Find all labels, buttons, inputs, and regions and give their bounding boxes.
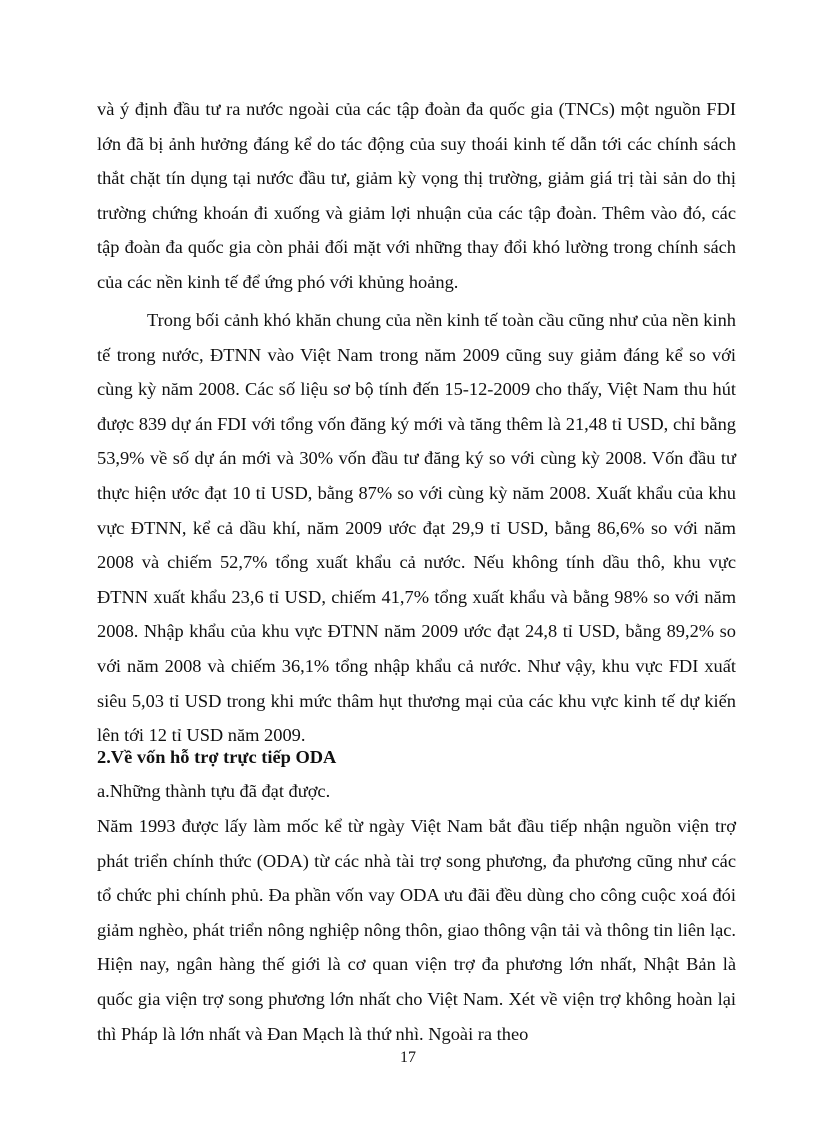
paragraph-oda-1993: Năm 1993 được lấy làm mốc kể từ ngày Việt Nam bắt đầu tiếp nhận nguồn viện trợ phát triển chính thức (ODA) từ các nhà tài trợ song phương, đa phương cũng như các tổ chức phi chính phủ. Đa phần vốn vay ODA ưu đãi đều dùng cho công cuộc xoá đói giảm nghèo, phát triển nông nghiệp nông thôn, giao thông vận tải và thông tin liên lạc. Hiện nay, ngân hàng thế giới là cơ quan viện trợ đa phương lớn nhất, Nhật Bản là quốc gia viện trợ song phương lớn nhất cho Việt Nam. Xét về viện trợ không hoàn lại thì Pháp là lớn nhất và Đan Mạch là thứ nhì. Ngoài ra theo (97, 816, 736, 1044)
subsection-heading-achievements: a.Những thành tựu đã đạt được. (97, 781, 331, 801)
paragraph-fdi-vietnam-2009: Trong bối cảnh khó khăn chung của nền kinh tế toàn cầu cũng như của nền kinh tế trong nước, ĐTNN vào Việt Nam trong năm 2009 cũng suy giảm đáng kể so với cùng kỳ năm 2008. Các số liệu sơ bộ tính đến 15-12-2009 cho thấy, Việt Nam thu hút được 839 dự án FDI với tổng vốn đăng ký mới và tăng thêm là 21,48 tỉ USD, chỉ bằng 53,9% về số dự án mới và 30% vốn đầu tư đăng ký so với cùng kỳ 2008. Vốn đầu tư thực hiện ước đạt 10 tỉ USD, bằng 87% so với cùng kỳ năm 2008. Xuất khẩu của khu vực ĐTNN, kể cả dầu khí, năm 2009 ước đạt 29,9 tỉ USD, bằng 86,6% so với năm 2008 và chiếm 52,7% tổng xuất khẩu cả nước. Nếu không tính dầu thô, khu vực ĐTNN xuất khẩu 23,6 tỉ USD, chiếm 41,7% tổng xuất khẩu và bằng 98% so với năm 2008. Nhập khẩu của khu vực ĐTNN năm 2009 ước đạt 24,8 tỉ USD, bằng 89,2% so với năm 2008 và chiếm 36,1% tổng nhập khẩu cả nước. Như vậy, khu vực FDI xuất siêu 5,03 tỉ USD trong khi mức thâm hụt thương mại của các khu vực kinh tế dự kiến lên tới 12 tỉ USD năm 2009. (97, 310, 736, 746)
paragraph-fdi-tncs: và ý định đầu tư ra nước ngoài của các tập đoàn đa quốc gia (TNCs) một nguồn FDI lớn đã bị ảnh hưởng đáng kể do tác động của suy thoái kinh tế dẫn tới các chính sách thắt chặt tín dụng tại nước đầu tư, giảm kỳ vọng thị trường, giảm giá trị tài sản do thị trường chứng khoán đi xuống và giảm lợi nhuận của các tập đoàn. Thêm vào đó, các tập đoàn đa quốc gia còn phải đối mặt với những thay đổi khó lường trong chính sách của các nền kinh tế để ứng phó với khủng hoảng. (97, 99, 736, 292)
page-number: 17 (400, 1049, 416, 1066)
section-heading-oda: 2.Về vốn hỗ trợ trực tiếp ODA (97, 747, 337, 767)
